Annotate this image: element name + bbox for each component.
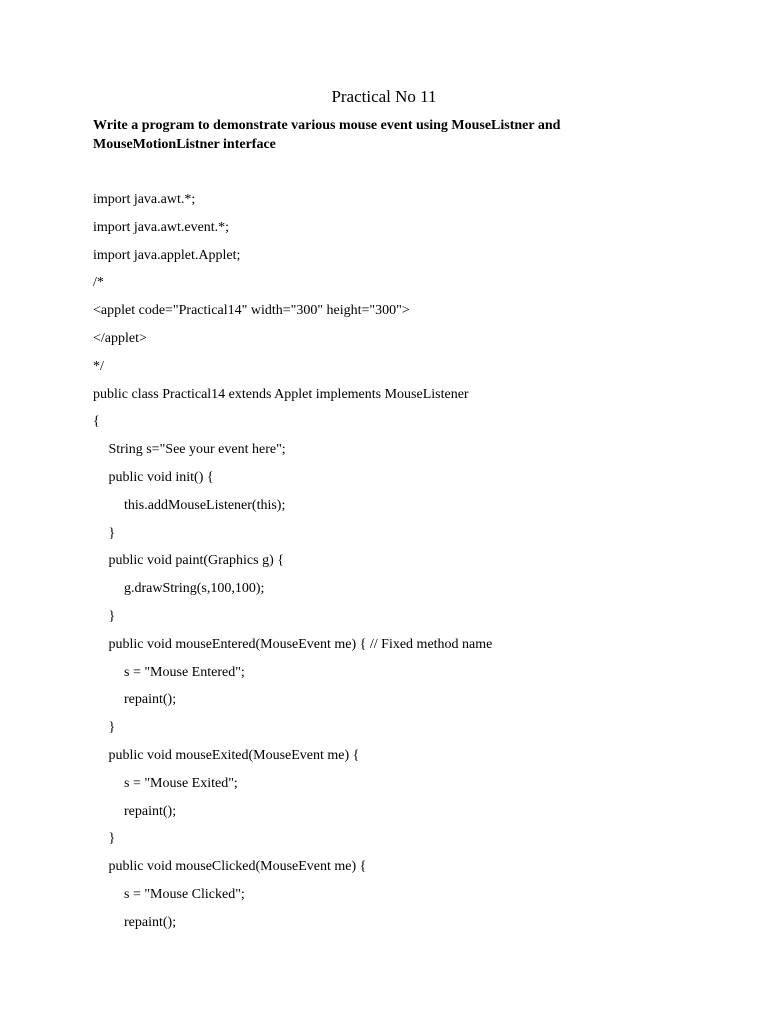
- code-line: s = "Mouse Entered";: [124, 664, 245, 680]
- code-line: /*: [93, 275, 104, 291]
- page-title: Practical No 11: [331, 87, 437, 106]
- question-heading-line: Write a program to demonstrate various mouse event using MouseListner and: [93, 118, 561, 133]
- code-listing: [93, 189, 713, 940]
- code-line: repaint();: [124, 692, 177, 708]
- code-line: import java.awt.event.*;: [93, 219, 230, 235]
- code-line: import java.applet.Applet;: [93, 247, 241, 263]
- code-line: */: [93, 358, 104, 374]
- code-line: <applet code="Practical14" width="300" height="300">: [93, 303, 410, 319]
- question-heading: [93, 117, 693, 154]
- code-line: }: [108, 720, 116, 736]
- code-line: s = "Mouse Exited";: [124, 775, 238, 791]
- code-line: }: [108, 525, 116, 541]
- code-line: }: [108, 608, 116, 624]
- code-line: public void mouseClicked(MouseEvent me) {: [108, 859, 367, 875]
- code-line: repaint();: [124, 914, 177, 930]
- code-line: this.addMouseListener(this);: [124, 497, 286, 513]
- code-line: public class Practical14 extends Applet implements MouseListener: [93, 386, 469, 402]
- code-line: g.drawString(s,100,100);: [124, 581, 265, 597]
- code-line: public void init() {: [108, 469, 214, 485]
- code-line: String s="See your event here";: [108, 442, 286, 458]
- code-line: }: [108, 831, 116, 847]
- code-line: public void mouseEntered(MouseEvent me) { // Fixed method name: [108, 636, 493, 652]
- code-line: repaint();: [124, 803, 177, 819]
- code-line: import java.awt.*;: [93, 192, 196, 207]
- code-line: s = "Mouse Clicked";: [124, 886, 245, 902]
- code-line: public void mouseExited(MouseEvent me) {: [108, 747, 360, 763]
- code-line: </applet>: [93, 330, 147, 346]
- question-heading-line: MouseMotionListner interface: [93, 136, 276, 152]
- code-line: {: [93, 414, 100, 430]
- code-line: public void paint(Graphics g) {: [108, 553, 284, 569]
